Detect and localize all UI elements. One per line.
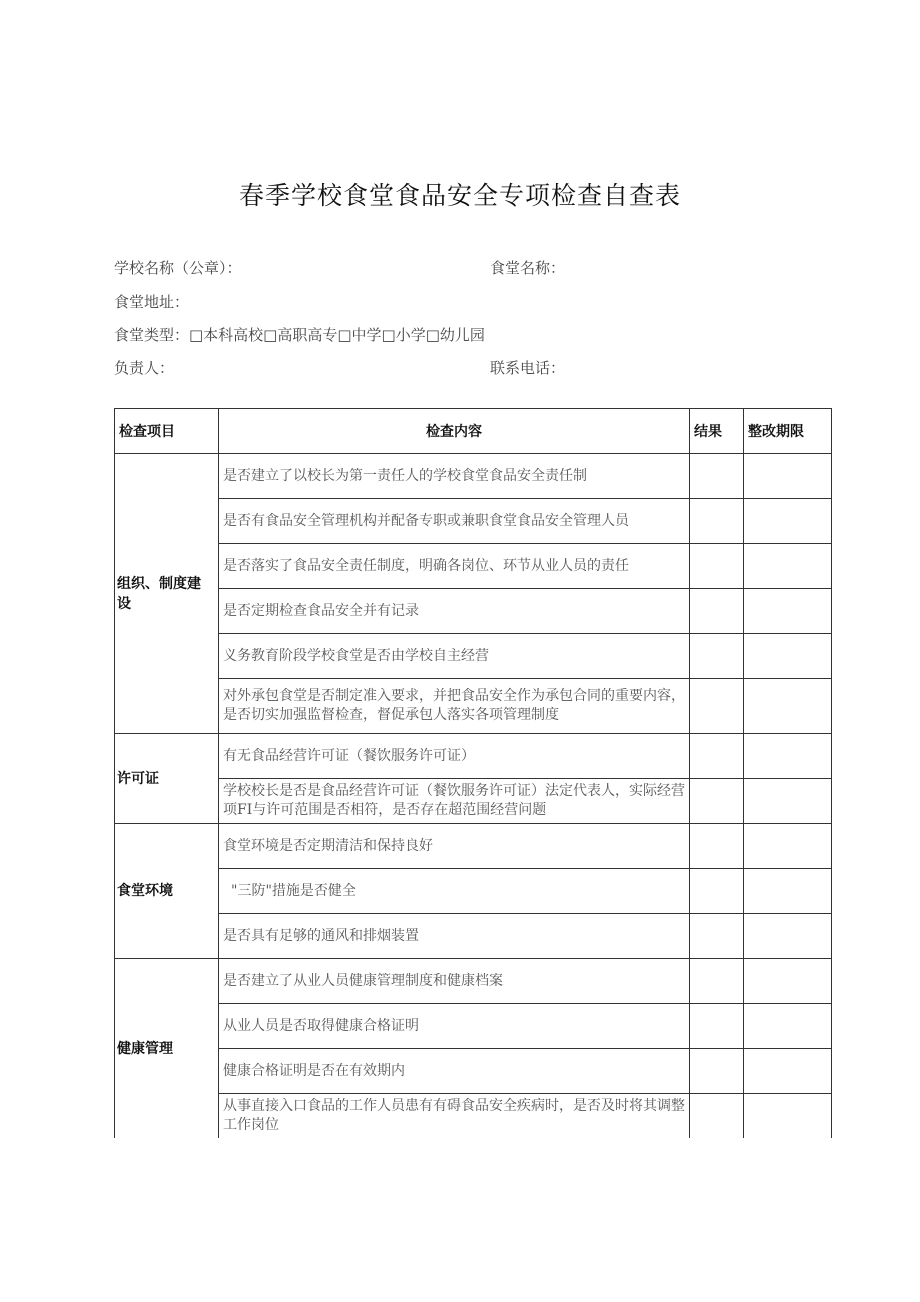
header-category: 检查项目	[115, 409, 219, 454]
result-cell[interactable]	[690, 734, 744, 779]
deadline-cell[interactable]	[744, 499, 832, 544]
item-cell: 是否建立了从业人员健康管理制度和健康档案	[219, 959, 690, 1004]
table-row	[115, 544, 832, 589]
table-row	[115, 824, 832, 869]
result-cell[interactable]	[690, 454, 744, 499]
canteen-type-label: 食堂类型：□本科高校□高职高专□中学□小学□幼儿园	[114, 326, 485, 344]
table-row	[115, 589, 832, 634]
table-row	[115, 1094, 832, 1139]
item-cell: 是否建立了以校长为第一责任人的学校食堂食品安全责任制	[219, 454, 690, 499]
deadline-cell[interactable]	[744, 634, 832, 679]
table-row	[115, 869, 832, 914]
result-cell[interactable]	[690, 544, 744, 589]
school-name-label: 学校名称（公章）：	[114, 259, 242, 277]
item-cell: 是否落实了食品安全责任制度，明确各岗位、环节从业人员的责任	[219, 544, 690, 589]
item-cell: 是否具有足够的通风和排烟装置	[219, 914, 690, 959]
table-row	[115, 734, 832, 779]
deadline-cell[interactable]	[744, 779, 832, 824]
page-title: 春季学校食堂食品安全专项检查自查表	[238, 181, 681, 210]
inspection-table	[114, 408, 832, 1138]
header-result: 结果	[690, 409, 744, 454]
category-cell: 健康管理	[115, 959, 219, 1139]
table-row	[115, 634, 832, 679]
item-cell: 有无食品经营许可证（餐饮服务许可证）	[219, 734, 690, 779]
item-cell: 学校校长是否是食品经营许可证（餐饮服务许可证）法定代表人，实际经营项FI与许可范围是否相符，是否存在超范围经营问题	[219, 779, 690, 824]
item-cell: 义务教育阶段学校食堂是否由学校自主经营	[219, 634, 690, 679]
deadline-cell[interactable]	[744, 1049, 832, 1094]
item-cell: 是否有食品安全管理机构并配备专职或兼职食堂食品安全管理人员	[219, 499, 690, 544]
result-cell[interactable]	[690, 824, 744, 869]
contact-phone-label: 联系电话：	[490, 359, 566, 377]
deadline-cell[interactable]	[744, 869, 832, 914]
category-cell: 食堂环境	[115, 824, 219, 959]
table-row	[115, 959, 832, 1004]
item-cell: 从业人员是否取得健康合格证明	[219, 1004, 690, 1049]
result-cell[interactable]	[690, 1049, 744, 1094]
table-header-row	[115, 409, 832, 454]
item-cell: 食堂环境是否定期清洁和保持良好	[219, 824, 690, 869]
result-cell[interactable]	[690, 869, 744, 914]
header-content: 检查内容	[219, 409, 690, 454]
deadline-cell[interactable]	[744, 679, 832, 734]
table-row	[115, 779, 832, 824]
item-cell: 是否定期检查食品安全并有记录	[219, 589, 690, 634]
table-row	[115, 1049, 832, 1094]
deadline-cell[interactable]	[744, 824, 832, 869]
result-cell[interactable]	[690, 679, 744, 734]
deadline-cell[interactable]	[744, 589, 832, 634]
deadline-cell[interactable]	[744, 959, 832, 1004]
deadline-cell[interactable]	[744, 914, 832, 959]
responsible-person-label: 负责人：	[114, 359, 175, 377]
table-row	[115, 454, 832, 499]
table-row	[115, 914, 832, 959]
result-cell[interactable]	[690, 779, 744, 824]
result-cell[interactable]	[690, 959, 744, 1004]
canteen-name-label: 食堂名称：	[490, 259, 566, 277]
deadline-cell[interactable]	[744, 1004, 832, 1049]
deadline-cell[interactable]	[744, 1094, 832, 1139]
result-cell[interactable]	[690, 914, 744, 959]
result-cell[interactable]	[690, 589, 744, 634]
item-cell: 健康合格证明是否在有效期内	[219, 1049, 690, 1094]
deadline-cell[interactable]	[744, 454, 832, 499]
item-cell: "三防"措施是否健全	[219, 869, 690, 914]
deadline-cell[interactable]	[744, 734, 832, 779]
result-cell[interactable]	[690, 1004, 744, 1049]
result-cell[interactable]	[690, 634, 744, 679]
result-cell[interactable]	[690, 499, 744, 544]
table-row	[115, 499, 832, 544]
item-cell: 对外承包食堂是否制定准入要求，并把食品安全作为承包合同的重要内容，是否切实加强监督检查，督促承包人落实各项管理制度	[219, 679, 690, 734]
deadline-cell[interactable]	[744, 544, 832, 589]
result-cell[interactable]	[690, 1094, 744, 1139]
item-cell: 从事直接入口食品的工作人员患有有碍食品安全疾病时，是否及时将其调整工作岗位	[219, 1094, 690, 1139]
table-row	[115, 679, 832, 734]
category-cell: 许可证	[115, 734, 219, 824]
header-deadline: 整改期限	[744, 409, 832, 454]
canteen-address-label: 食堂地址：	[114, 293, 190, 311]
category-cell: 组织、制度建设	[115, 454, 219, 734]
table-row	[115, 1004, 832, 1049]
